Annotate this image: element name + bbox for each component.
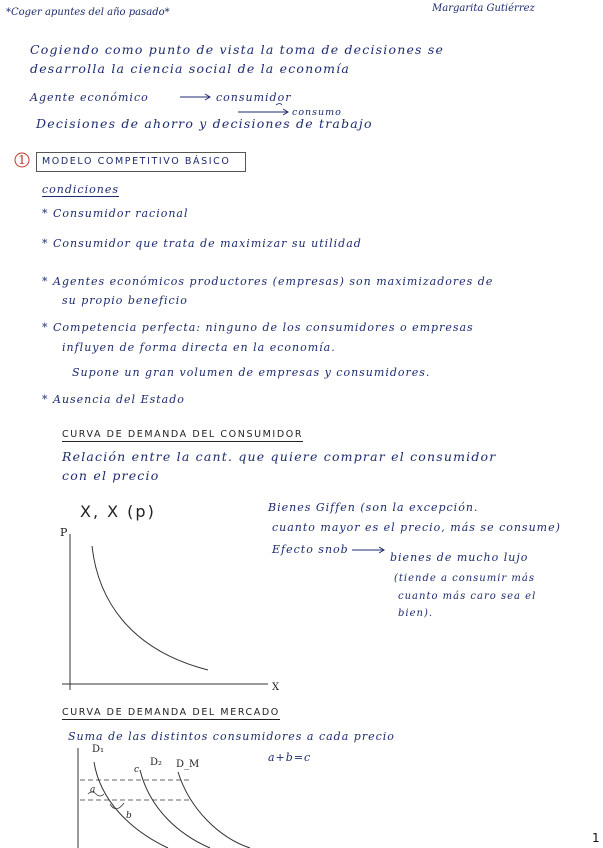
agent-label: Agente económico	[30, 91, 149, 104]
condition-item-4: * Competencia perfecta: ninguno de los consumidores o empresas	[42, 321, 474, 334]
condition-text-3: Agentes económicos productores (empresas) son maximizadores de	[53, 275, 494, 288]
snob-label: Efecto snob	[272, 543, 349, 556]
condition-item-4c: Supone un gran volumen de empresas y consumidores.	[72, 366, 431, 379]
demand-x-axis-label: X	[272, 682, 280, 693]
demand-formula: X, X (p)	[80, 502, 156, 521]
consumption-label: consumo	[292, 107, 342, 118]
giffen-note-1: Bienes Giffen (son la excepción.	[268, 501, 479, 514]
snob-note-3: cuanto más caro sea el	[398, 591, 537, 602]
condition-item-4b: influyen de forma directa en la economía.	[62, 341, 336, 354]
consumer-demand-line-2: con el precio	[62, 468, 160, 483]
label-d1: D₁	[92, 744, 105, 755]
section-title: MODELO COMPETITIVO BÁSICO	[42, 156, 231, 167]
condition-item-1: * Consumidor racional	[42, 207, 189, 220]
intro-line-1: Cogiendo como punto de vista la toma de decisiones se	[30, 42, 445, 57]
author-name: Margarita Gutiérrez	[432, 3, 535, 14]
condition-text-1: Consumidor racional	[53, 207, 189, 220]
snob-note-4: bien).	[398, 608, 434, 619]
snob-note-2: (tiende a consumir más	[394, 573, 535, 584]
market-demand-line-1: Suma de las distintos consumidores a cada precio	[68, 730, 395, 743]
condition-item-3b: su propio beneficio	[62, 294, 188, 307]
giffen-note-2: cuanto mayor es el precio, más se consume)	[272, 521, 561, 534]
label-dm: D_M	[176, 759, 200, 770]
intro-line-2: desarrolla la ciencia social de la economía	[30, 61, 351, 76]
consumer-label: consumidor	[216, 91, 292, 104]
label-a: a	[90, 785, 96, 795]
snob-note-1: bienes de mucho lujo	[390, 551, 529, 564]
label-d2: D₂	[150, 757, 163, 768]
label-c: c	[134, 765, 140, 775]
market-demand-title: CURVA DE DEMANDA DEL MERCADO	[62, 707, 280, 718]
market-formula: a+b=c	[268, 751, 312, 764]
condition-item-3: * Agentes económicos productores (empresas) son maximizadores de	[42, 275, 494, 288]
label-b: b	[126, 811, 132, 821]
demand-y-axis-label: P	[60, 526, 68, 539]
consumer-demand-title: CURVA DE DEMANDA DEL CONSUMIDOR	[62, 429, 304, 440]
page-number: 1	[592, 831, 600, 845]
condition-text-5: Ausencia del Estado	[53, 393, 185, 406]
condition-text-4: Competencia perfecta: ninguno de los consumidores o empresas	[53, 321, 474, 334]
decisions-line: Decisiones de ahorro y decisiones de trabajo	[36, 116, 373, 131]
consumer-demand-line-1: Relación entre la cant. que quiere comprar el consumidor	[62, 449, 497, 464]
condition-item-5: * Ausencia del Estado	[42, 393, 185, 406]
conditions-label: condiciones	[42, 183, 119, 196]
header-note: *Coger apuntes del año pasado*	[6, 7, 170, 18]
condition-item-2: * Consumidor que trata de maximizar su utilidad	[42, 237, 362, 250]
condition-text-2: Consumidor que trata de maximizar su utilidad	[53, 237, 362, 250]
section-number: 1	[18, 152, 28, 167]
